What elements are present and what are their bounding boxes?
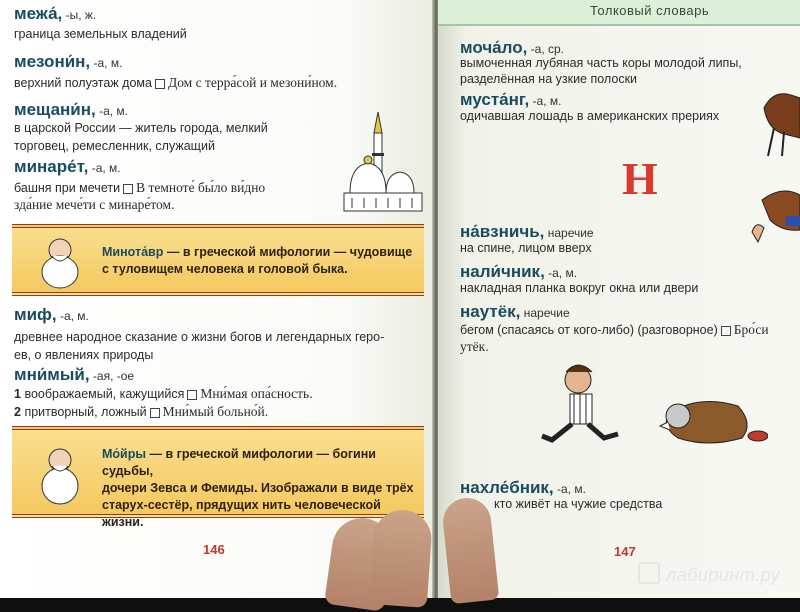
greek-sage-illustration [30,440,90,506]
entry-headword: муста́нг, -а, м. [460,90,562,109]
entry-definition: торговец, ремесленник, служащий [14,139,215,153]
entry-definition: башня при мечети В темноте́ бы́ло ви́дно [14,180,266,195]
entry-definition: одичавшая лошадь в американских прериях [460,109,720,123]
entry-example: утёк. [460,339,489,354]
entry-headword: миф, -а, м. [14,305,89,324]
greek-sage-illustration [30,232,90,290]
example-marker-icon [721,326,731,336]
entry-definition: ев, о явлениях природы [14,348,154,362]
info-banner-minotaur [12,224,424,296]
entry-headword: нахле́бник, -а, м. [460,478,586,497]
entry-headword: наутёк, наречие [460,302,570,321]
cartoon-figure-illustration [742,180,800,252]
example-marker-icon [187,390,197,400]
entry-definition: на спине, лицом вверх [460,241,592,255]
example-marker-icon [150,408,160,418]
entry-headword: мни́мый, -ая, -ое [14,365,135,384]
entry-sense: 1 воображаемый, кажущийся Мни́мая опа́сность. [14,386,313,401]
mosque-illustration [338,108,426,218]
running-header: Толковый словарь [438,0,800,26]
watermark: лабиринт.ру [638,562,780,586]
entry-headword: мезони́н, -а, м. [14,52,123,71]
section-letter: Н [622,153,658,204]
entry-definition: вымоченная лубяная часть коры молодой липы, [460,56,742,70]
entry-headword: минаре́т, -а, м. [14,157,121,176]
entry-definition: разделённая на узкие полоски [460,72,638,86]
entry-headword: моча́ло, -а, ср. [460,38,565,57]
entry-definition: древнее народное сказание о жизни богов и легендарных геро- [14,330,385,344]
finger [369,508,434,608]
entry-example: зда́ние мече́ти с минаре́том. [14,197,175,212]
entry-definition: бегом (спасаясь от кого-либо) (разговорное) Бро́си [460,322,769,337]
entry-headword: межа́, -ы, ж. [14,4,97,23]
entry-definition: накладная планка вокруг окна или двери [460,281,699,295]
banner-text: Мо́йры — в греческой мифологии — богини судьбы, дочери Зевса и Фемиды. Изображали в виде трёх старух-сестёр, прядущих нить человеческой жизни. [102,447,414,529]
entry-sense: 2 притворный, ложный Мни́мый больно́й. [14,404,269,419]
page-number: 146 [203,542,225,557]
entry-headword: на́взничь, наречие [460,222,594,241]
right-page [438,0,800,598]
labirint-logo-icon [638,562,660,584]
entry-definition: граница земельных владений [14,27,187,41]
example-marker-icon [123,184,133,194]
running-boy-and-dog-illustration [538,354,768,466]
banner-text: Минота́вр — в греческой мифологии — чудовище с туловищем человека и головой быка. [102,245,413,276]
info-banner-moirai [12,426,424,529]
entry-definition: в царской России — житель города, мелкий [14,121,268,135]
example-marker-icon [155,79,165,89]
page-number: 147 [614,544,636,559]
entry-headword: нали́чник, -а, м. [460,262,578,281]
horse-illustration [754,68,800,158]
entry-definition: верхний полуэтаж дома Дом с терра́сой и мезони́ном. [14,75,338,90]
entry-definition: кто живёт на чужие средства [494,497,663,511]
entry-headword: мещани́н, -а, м. [14,100,129,119]
